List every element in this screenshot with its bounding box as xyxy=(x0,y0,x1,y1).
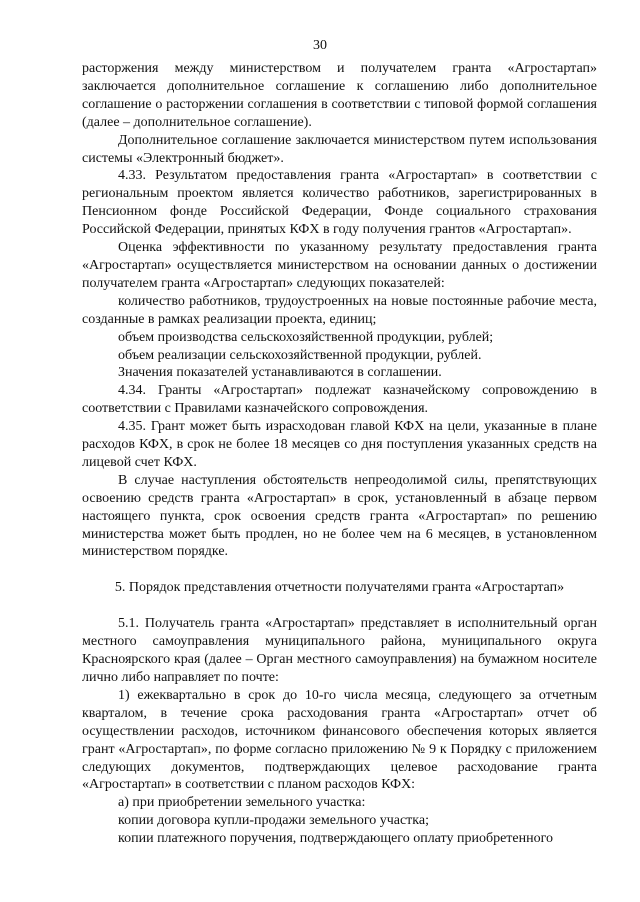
list-item: объем реализации сельскохозяйственной продукции, рублей. xyxy=(118,347,482,363)
paragraph: Значения показателей устанавливаются в соглашении. xyxy=(118,365,442,381)
paragraph: В случае наступления обстоятельств непреодолимой силы, препятствующих освоению средств гранта «Агростартап» в срок, установленный в абзаце первом настоящего пункта, срок освоения средств гранта «Агростартап» по решению министерства может быть продлен, но не более чем на 6 месяцев, в установленном министерством порядке. xyxy=(82,472,597,560)
paragraph-4-34: 4.34. Гранты «Агростартап» подлежат казначейскому сопровождению в соответствии с Правилами казначейского сопровождения. xyxy=(82,383,597,417)
paragraph: Дополнительное соглашение заключается министерством путем использования системы «Электронный бюджет». xyxy=(82,132,597,166)
paragraph: Оценка эффективности по указанному результату предоставления гранта «Агростартап» осуществляется министерством на основании данных о достижении получателем гранта «Агростартап» следующих показателей: xyxy=(82,240,597,291)
list-item: а) при приобретении земельного участка: xyxy=(118,795,366,811)
section-heading: 5. Порядок представления отчетности получателями гранта «Агростартап» xyxy=(114,580,565,596)
list-item: копии договора купли-продажи земельного участка; xyxy=(118,813,429,829)
paragraph-4-35: 4.35. Грант может быть израсходован главой КФХ на цели, указанные в плане расходов КФХ, в срок не более 18 месяцев со дня поступления указанных средств на лицевой счет КФХ. xyxy=(82,419,597,470)
paragraph: расторжения между министерством и получателем гранта «Агростартап» заключается дополнительное соглашение к соглашению либо дополнительное соглашение о расторжении соглашения в соответствии с типовой формой соглашения (далее – дополнительное соглашение). xyxy=(82,61,597,130)
list-item: объем производства сельскохозяйственной продукции, рублей; xyxy=(118,329,494,345)
paragraph-4-33: 4.33. Результатом предоставления гранта «Агростартап» в соответствии с региональным проектом является количество работников, зарегистрированных в Пенсионном фонде Российской Федерации, Фонде социального страхования Российской Федерации, принятых КФХ в году получения грантов «Агростартап». xyxy=(82,168,597,238)
document-body xyxy=(82,60,597,848)
paragraph-5-1: 5.1. Получатель гранта «Агростартап» представляет в исполнительный орган местного самоуправления муниципального района, муниципального округа Красноярского края (далее – Орган местного самоуправления) на бумажном носителе лично либо направляет по почте: xyxy=(82,616,597,685)
list-item: копии платежного поручения, подтверждающего оплату приобретенного xyxy=(118,831,553,847)
list-item: 1) ежеквартально в срок до 10-го числа месяца, следующего за отчетным кварталом, в течение срока расходования гранта «Агростартап» отчет об осуществлении расходов, источником финансового обеспечения которых является грант «Агростартап», по форме согласно приложению № 9 к Порядку с приложением следующих документов, подтверждающих целевое расходование гранта «Агростартап» в соответствии с планом расходов КФХ: xyxy=(82,687,597,793)
list-item: количество работников, трудоустроенных на новые постоянные рабочие места, созданные в рамках реализации проекта, единиц; xyxy=(82,293,597,327)
page-number: 30 xyxy=(313,38,327,53)
